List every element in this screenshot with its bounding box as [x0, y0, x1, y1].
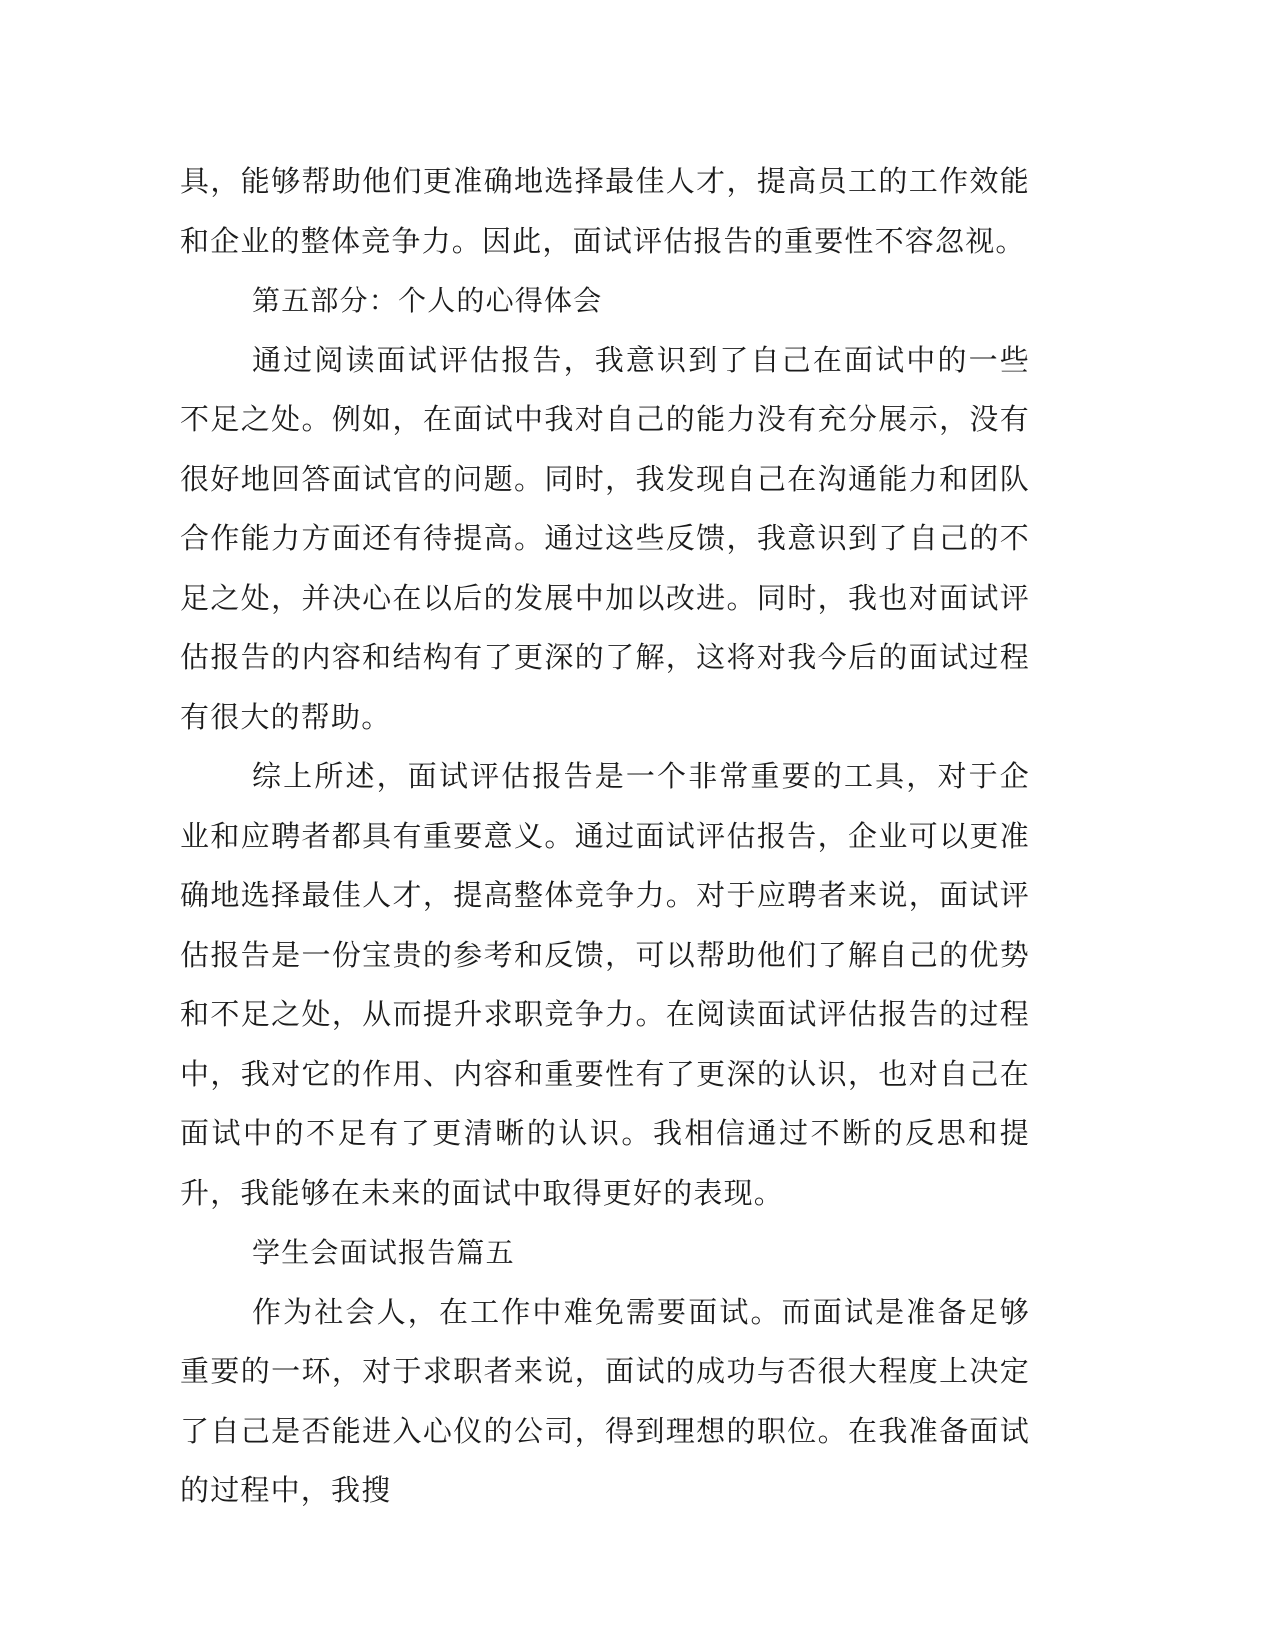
paragraph-continuation: 具，能够帮助他们更准确地选择最佳人才，提高员工的工作效能和企业的整体竞争力。因此，面试评估报告的重要性不容忽视。: [180, 164, 1030, 258]
document-body: [180, 152, 1030, 1521]
paragraph-reflection: 通过阅读面试评估报告，我意识到了自己在面试中的一些不足之处。例如，在面试中我对自己的能力没有充分展示，没有很好地回答面试官的问题。同时，我发现自己在沟通能力和团队合作能力方面还有待提高。通过这些反馈，我意识到了自己的不足之处，并决心在以后的发展中加以改进。同时，我也对面试评估报告的内容和结构有了更深的了解，这将对我今后的面试过程有很大的帮助。: [180, 342, 1030, 734]
section-heading-part-five: 第五部分：个人的心得体会: [252, 284, 603, 317]
paragraph-summary: 综上所述，面试评估报告是一个非常重要的工具，对于企业和应聘者都具有重要意义。通过面试评估报告，企业可以更准确地选择最佳人才，提高整体竞争力。对于应聘者来说，面试评估报告是一份宝贵的参考和反馈，可以帮助他们了解自己的优势和不足之处，从而提升求职竞争力。在阅读面试评估报告的过程中，我对它的作用、内容和重要性有了更深的认识，也对自己在面试中的不足有了更清晰的认识。我相信通过不断的反思和提升，我能够在未来的面试中取得更好的表现。: [180, 759, 1030, 1210]
section-heading-chapter-five: 学生会面试报告篇五: [252, 1236, 515, 1269]
paragraph-introduction: 作为社会人，在工作中难免需要面试。而面试是准备足够重要的一环，对于求职者来说，面试的成功与否很大程度上决定了自己是否能进入心仪的公司，得到理想的职位。在我准备面试的过程中，我搜: [180, 1294, 1030, 1507]
